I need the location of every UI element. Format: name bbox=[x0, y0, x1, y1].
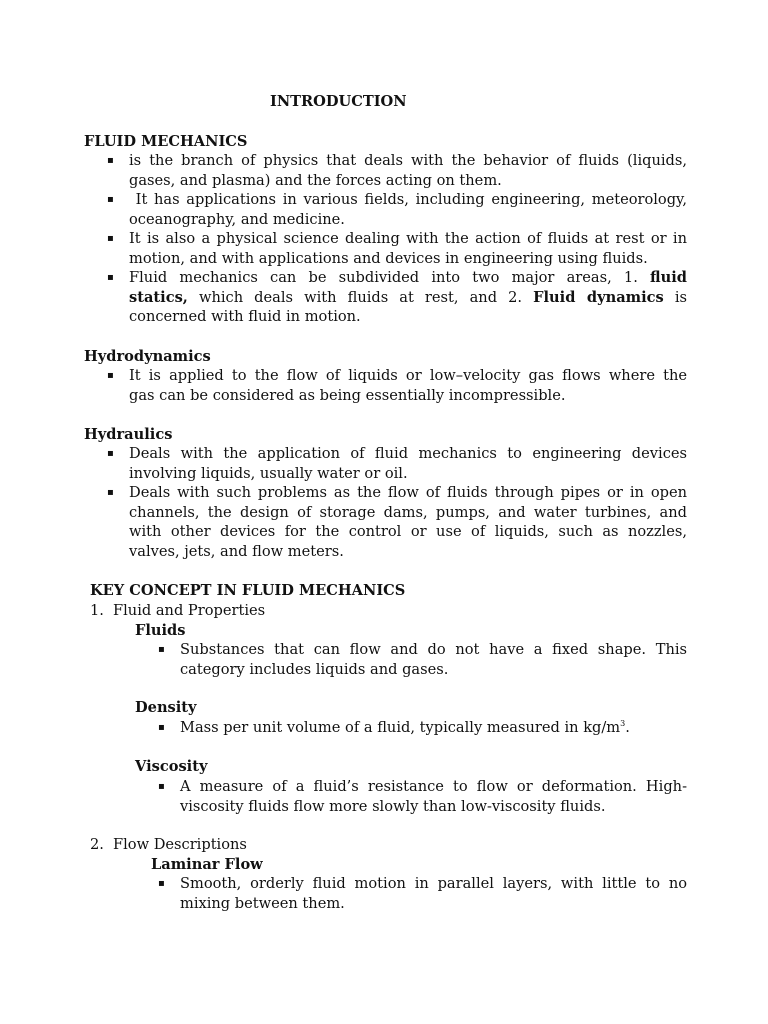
bullet-icon: ▪ bbox=[158, 878, 165, 889]
hydraulics-bullet-2-line-3: with other devices for the control or use of liquids, such as nozzles, bbox=[129, 523, 687, 541]
fluids-bullet bbox=[180, 640, 687, 679]
fm-bullet-4 bbox=[129, 268, 687, 327]
fm-bullet-4-line-3: concerned with fluid in motion. bbox=[129, 308, 361, 326]
fm-bullet-4-fluid: fluid bbox=[650, 269, 687, 286]
fm-bullet-1-line-2: gases, and plasma) and the forces acting on them. bbox=[129, 171, 502, 189]
fm-bullet-2-line-2: oceanography, and medicine. bbox=[129, 210, 345, 228]
bullet-icon: ▪ bbox=[158, 781, 165, 792]
bullet-icon: ▪ bbox=[107, 272, 114, 283]
laminar-bullet-line-1: Smooth, orderly fluid motion in parallel layers, with little to no bbox=[180, 875, 687, 892]
fm-bullet-1-line-1: is the branch of physics that deals with the behavior of fluids (liquids, bbox=[129, 152, 687, 169]
fluids-bullet-line-2: category includes liquids and gases. bbox=[180, 660, 449, 678]
fm-bullet-4-text-a: Fluid mechanics can be subdivided into two major areas, 1. bbox=[129, 269, 638, 286]
hydro-bullet-1-line-1: It is applied to the flow of liquids or low–velocity gas flows where the bbox=[129, 367, 687, 384]
section-heading-key-concept: KEY CONCEPT IN FLUID MECHANICS bbox=[90, 582, 406, 599]
document-title: INTRODUCTION bbox=[270, 93, 407, 110]
viscosity-bullet-line-2: viscosity fluids flow more slowly than low-viscosity fluids. bbox=[180, 797, 606, 815]
density-text: Mass per unit volume of a fluid, typically measured in kg/m bbox=[180, 719, 621, 736]
density-period: . bbox=[625, 719, 630, 736]
viscosity-bullet-line-1: A measure of a fluid’s resistance to flow or deformation. High- bbox=[180, 778, 687, 795]
density-bullet bbox=[180, 718, 630, 738]
section-heading-hydrodynamics: Hydrodynamics bbox=[84, 348, 211, 365]
section-heading-hydraulics: Hydraulics bbox=[84, 426, 173, 443]
bullet-icon: ▪ bbox=[107, 448, 114, 459]
fm-bullet-3 bbox=[129, 229, 687, 268]
fm-bullet-4-text-b: which deals with fluids at rest, and 2. bbox=[198, 288, 523, 306]
fm-bullet-3-line-2: motion, and with applications and devices in engineering using fluids. bbox=[129, 249, 648, 267]
fm-bullet-1 bbox=[129, 151, 687, 190]
density-superscript: 3 bbox=[620, 719, 626, 729]
viscosity-bullet bbox=[180, 777, 687, 816]
hydraulics-bullet-1 bbox=[129, 444, 687, 483]
fm-bullet-4-statics: statics, bbox=[129, 288, 188, 306]
bullet-icon: ▪ bbox=[107, 487, 114, 498]
hydraulics-bullet-1-line-2: involving liquids, usually water or oil. bbox=[129, 464, 408, 482]
list-item-fluid-properties: Fluid and Properties bbox=[113, 602, 266, 619]
fm-bullet-4-line-2 bbox=[129, 288, 687, 308]
fm-bullet-4-line-1 bbox=[129, 268, 687, 288]
section-heading-fluid-mechanics: FLUID MECHANICS bbox=[84, 133, 248, 150]
laminar-bullet-line-2: mixing between them. bbox=[180, 894, 345, 912]
bullet-icon: ▪ bbox=[158, 722, 165, 733]
subheading-fluids: Fluids bbox=[135, 622, 186, 639]
hydraulics-bullet-1-line-1: Deals with the application of fluid mechanics to engineering devices bbox=[129, 445, 687, 462]
bullet-icon: ▪ bbox=[107, 233, 114, 244]
list-number-1: 1. bbox=[90, 602, 104, 619]
hydro-bullet-1 bbox=[129, 366, 687, 405]
hydraulics-bullet-2-line-1: Deals with such problems as the flow of fluids through pipes or in open bbox=[129, 484, 687, 501]
subheading-laminar-flow: Laminar Flow bbox=[151, 856, 263, 873]
list-item-flow-descriptions: Flow Descriptions bbox=[113, 836, 247, 853]
fm-bullet-4-fluid-dynamics: Fluid dynamics bbox=[533, 288, 664, 306]
bullet-icon: ▪ bbox=[107, 370, 114, 381]
fluids-bullet-line-1: Substances that can flow and do not have a fixed shape. This bbox=[180, 641, 687, 658]
bullet-icon: ▪ bbox=[158, 644, 165, 655]
fm-bullet-4-text-c: is bbox=[674, 288, 688, 306]
fm-bullet-2-line-1: It has applications in various fields, including engineering, meteorology, bbox=[129, 191, 687, 208]
fm-bullet-3-line-1: It is also a physical science dealing with the action of fluids at rest or in bbox=[129, 230, 687, 247]
bullet-icon: ▪ bbox=[107, 155, 114, 166]
hydraulics-bullet-2 bbox=[129, 483, 687, 561]
fm-bullet-2 bbox=[129, 190, 687, 229]
hydraulics-bullet-2-line-4: valves, jets, and flow meters. bbox=[129, 542, 344, 560]
hydro-bullet-1-line-2: gas can be considered as being essentially incompressible. bbox=[129, 386, 566, 404]
hydraulics-bullet-2-line-2: channels, the design of storage dams, pumps, and water turbines, and bbox=[129, 503, 687, 521]
laminar-bullet bbox=[180, 874, 687, 913]
subheading-density: Density bbox=[135, 699, 197, 716]
subheading-viscosity: Viscosity bbox=[135, 758, 208, 775]
bullet-icon: ▪ bbox=[107, 194, 114, 205]
list-number-2: 2. bbox=[90, 836, 104, 853]
